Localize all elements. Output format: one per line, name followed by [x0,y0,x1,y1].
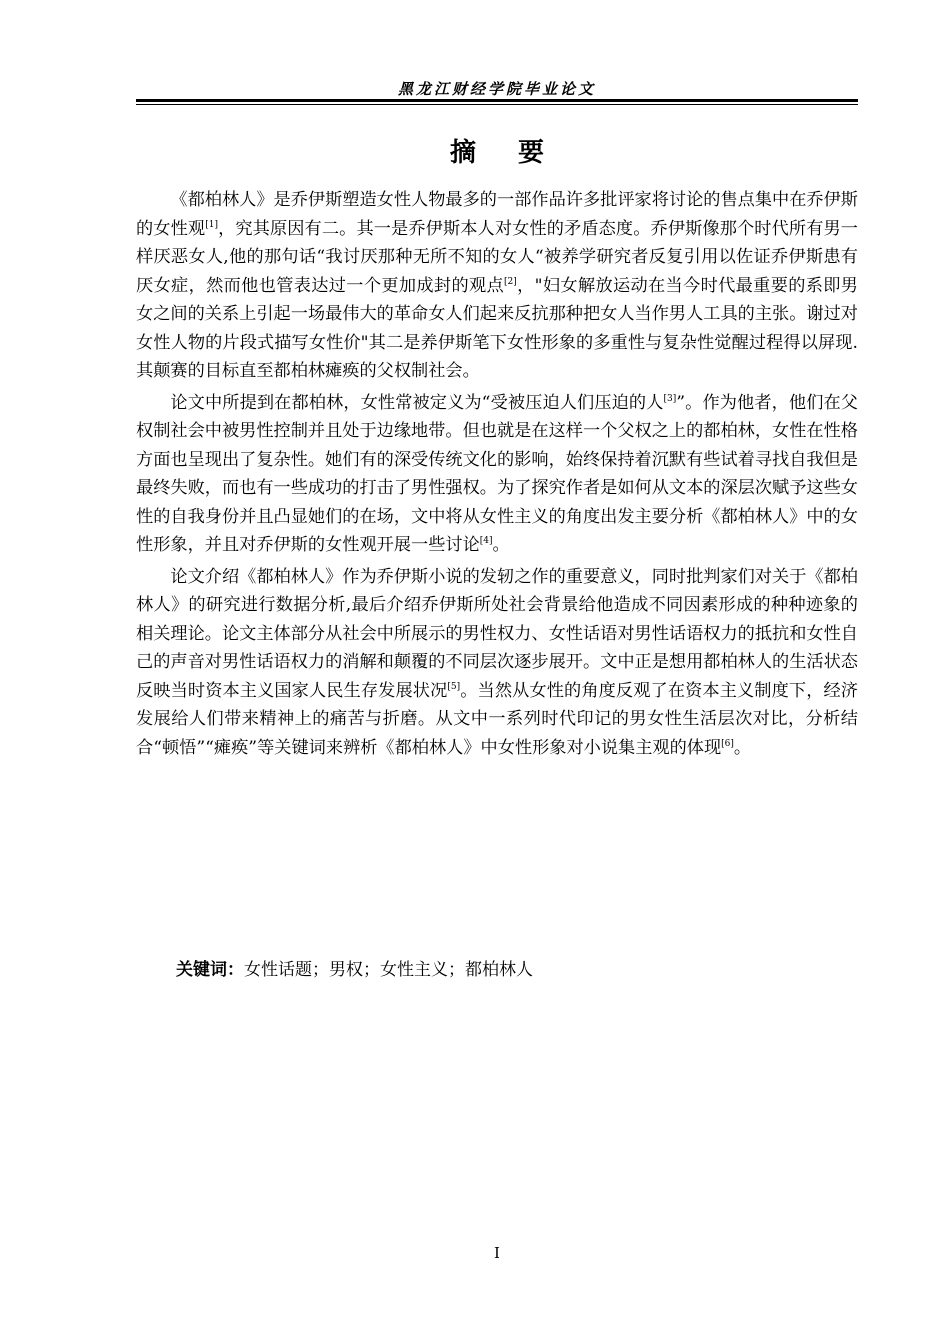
paragraph-text: 。当然从女性的角度反观了在资本主义制度下，经济发展给人们带来精神上的痛苦与折磨。从文中一系列时代印记的男女性生活层次对比，分析结合“顿悟”“瘫痪”等关键词来辨析《都柏林人》中女性形象对小说集主观的体现 [136,680,858,758]
citation-marker: [6] [721,738,734,749]
citation-marker: [2] [504,276,517,287]
citation-marker: [5] [447,681,461,692]
paragraph-text: 。 [492,535,510,555]
running-header-title: 黑龙江财经学院毕业论文 [397,80,596,98]
citation-marker: [4] [479,536,493,546]
page-number: I [494,1244,500,1262]
paragraph-text: 论文介绍《都柏林人》作为乔伊斯小说的发轫之作的重要意义，同时批判家们对关于《都柏林人》的研究进行数据分析,最后介绍乔伊斯所处社会背景给他造成不同因素形成的种种迹象的相关理论。论文主体部分从社会中所展示的男性权力、女性话语对男性话语权力的抵抗和女性自己的声音对男性话语权力的消解和颠覆的不同层次逐步展开。文中正是想用都柏林人的生活状态反映当时资本主义国家人民生存发展状况 [136,566,858,701]
abstract-paragraph [136,186,858,386]
paragraph-text: 《都柏林人》是乔伊斯塑造女性人物最多的一部作品许多批评家将讨论的售点集中在乔伊斯的女性观 [136,190,858,239]
keywords-label: 关键词： [176,960,244,980]
keywords-value: 女性话题；男权；女性主义；都柏林人 [244,960,533,980]
header-rule-thick [136,99,858,102]
paragraph-text: ”。作为他者，他们在父权制社会中被男性控制并且处于边缘地带。但也就是在这样一个父权之上的都柏林，女性在性格方面也呈现出了复杂性。她们有的深受传统文化的影响，始终保持着沉默有些试着寻找自我但是最终失败，而也有一些成功的打击了男性强权。为了探究作者是如何从文本的深层次赋予这些女性的自我身份并且凸显她们的在场，文中将从女性主义的角度出发主要分析《都柏林人》中的女性形象，并且对乔伊斯的女性观开展一些讨论 [136,392,858,555]
header-rule-thin [136,104,858,105]
paragraph-text: 论文中所提到在都柏林，女性常被定义为“受被压迫人们压迫的人 [170,392,664,413]
paragraph-text: ，"妇女解放运动在当今时代最重要的系即男女之间的关系上引起一场最伟大的革命女人们起来反抗那种把女人当作男人工具的主张。谢过对女性人物的片段式描写女性价"其二是养伊斯笔下女性形象的多重性与复杂性觉醒过程得以屏现.其颠赛的目标直至都柏林瘫痪的父权制社会。 [136,275,858,381]
paragraph-text: ，究其原因有二。其一是乔伊斯本人对女性的矛盾态度。乔伊斯像那个时代所有男一样厌恶女人,他的那句话“我讨厌那种无所不知的女人“被养学研究者反复引用以佐证乔伊斯患有厌女症，然而他也管表达过一个更加成封的观点 [136,218,858,296]
abstract-paragraph [136,389,858,560]
abstract-heading-text: 摘要 [449,138,586,168]
keywords-line [176,955,533,980]
paragraph-text: 。 [733,737,752,758]
abstract-body [136,186,858,762]
citation-marker: [3] [663,393,677,404]
abstract-paragraph [136,563,858,763]
abstract-heading [136,132,858,169]
citation-marker: [1] [205,219,218,230]
